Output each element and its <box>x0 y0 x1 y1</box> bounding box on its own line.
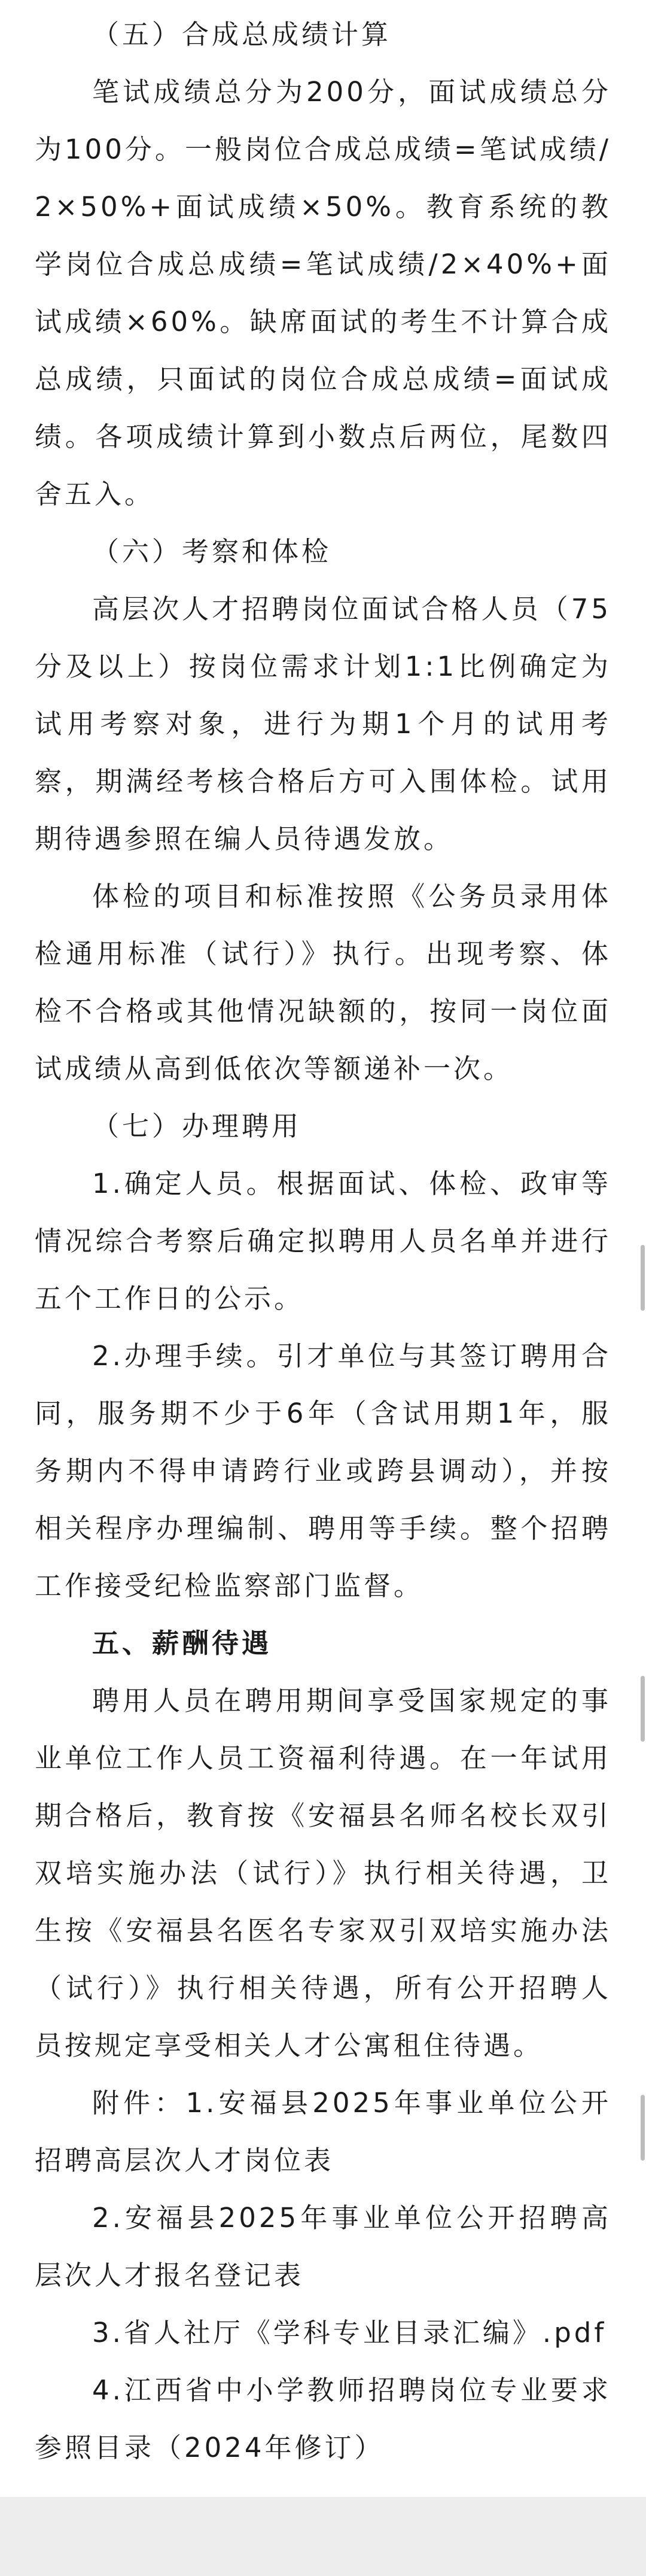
section-5-heading: （五）合成总成绩计算 <box>92 19 392 50</box>
scrollbar-thumb[interactable] <box>641 1245 645 1311</box>
section-7-heading: （七）办理聘用 <box>92 1110 302 1142</box>
scrollbar-thumb[interactable] <box>641 2095 645 2161</box>
section-6-heading: （六）考察和体检 <box>92 536 332 567</box>
footer-area <box>0 2497 646 2576</box>
physical-paragraph: 体检的项目和标准按照《公务员录用体检通用标准（试行）》执行。出现考察、体检不合格或其他情况缺额的，按同一岗位面试成绩从高到低依次等额递补一次。 <box>35 880 611 1085</box>
attachment-3: 3.省人社厅《学科专业目录汇编》.pdf <box>92 2317 607 2349</box>
procedure-paragraph: 2.办理手续。引才单位与其签订聘用合同，服务期不少于6年（含试用期1年，服务期内不得申请跨行业或跨县调动），并按相关程序办理编制、聘用等手续。整个招聘工作接受纪检监察部门监督。 <box>35 1340 611 1602</box>
confirm-paragraph: 1.确定人员。根据面试、体检、政审等情况综合考察后确定拟聘用人员名单并进行五个工作日的公示。 <box>35 1168 611 1314</box>
salary-paragraph: 聘用人员在聘用期间享受国家规定的事业单位工作人员工资福利待遇。在一年试用期合格后，教育按《安福县名师名校长双引双培实施办法（试行）》执行相关待遇，卫生按《安福县名医名专家双引双培实施办法（试行）》执行相关待遇，所有公开招聘人员按规定享受相关人才公寓租住待遇。 <box>35 1685 611 2061</box>
attachment-4: 4.江西省中小学教师招聘岗位专业要求参照目录（2024年修订） <box>35 2374 611 2463</box>
score-paragraph: 笔试成绩总分为200分，面试成绩总分为100分。一般岗位合成总成绩=笔试成绩/2×50%+面试成绩×50%。教育系统的教学岗位合成总成绩=笔试成绩/2×40%+面试成绩×60%。缺席面试的考生不计算合成总成绩，只面试的岗位合成总成绩=面试成绩。各项成绩计算到小数点后两位，尾数四舍五入。 <box>35 76 611 510</box>
salary-heading: 五、薪酬待遇 <box>92 1627 272 1659</box>
article-content <box>35 6 611 2477</box>
attachment-1: 附件：1.安福县2025年事业单位公开招聘高层次人才岗位表 <box>35 2087 611 2176</box>
attachment-2: 2.安福县2025年事业单位公开招聘高层次人才报名登记表 <box>35 2202 611 2291</box>
inspection-paragraph: 高层次人才招聘岗位面试合格人员（75分及以上）按岗位需求计划1:1比例确定为试用考察对象，进行为期1个月的试用考察，期满经考核合格后方可入围体检。试用期待遇参照在编人员待遇发放。 <box>35 593 611 855</box>
scrollbar-thumb[interactable] <box>641 1676 645 1742</box>
